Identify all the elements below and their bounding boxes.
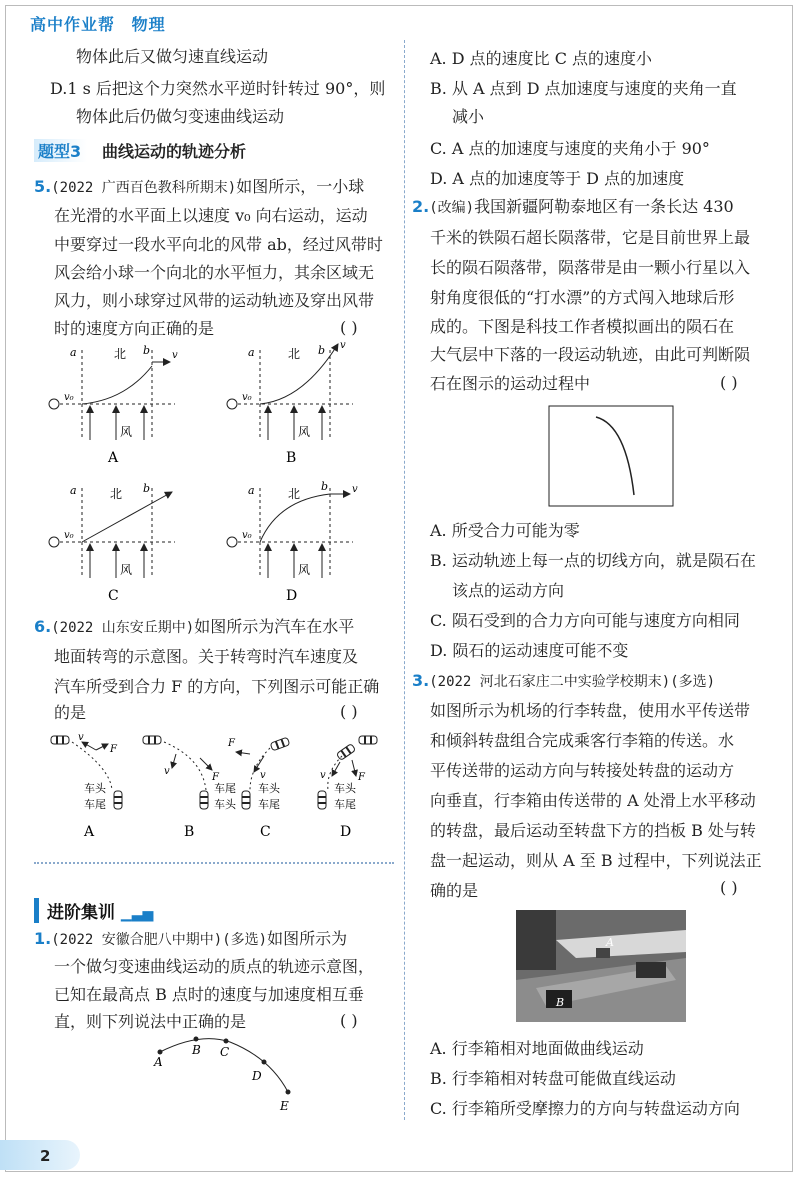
q2-option-b-cont: 该点的运动方向	[452, 581, 565, 600]
q5-option-b: B	[286, 450, 297, 466]
q3-number: 3.	[412, 671, 430, 690]
q2-line-4: 射角度很低的“打水漂”的方式闯入地球后形	[430, 288, 735, 307]
q3-option-a: A. 行李箱相对地面做曲线运动	[430, 1039, 644, 1058]
q5-diagram-c	[49, 482, 175, 604]
page-header	[30, 12, 176, 35]
q3-line-1: 如图所示为机场的行李转盘，使用水平传送带	[430, 701, 751, 720]
q5-line-6: 时的速度方向正确的是	[54, 319, 215, 338]
q1-line-3: 已知在最高点 B 点时的速度与加速度相互垂	[54, 985, 364, 1004]
q6a-F: F	[110, 744, 117, 755]
q6-diagram-c	[227, 737, 290, 840]
q5a-label-b: b	[143, 344, 151, 357]
q5-number: 5.	[34, 177, 52, 196]
q5d-label-v0: v₀	[242, 530, 252, 541]
r-q1-option-b-cont: 减小	[452, 107, 485, 126]
section-badge: 题型3	[34, 139, 87, 162]
meteorite-trajectory-diagram	[548, 405, 674, 507]
q3-answer-paren: ( )	[720, 878, 738, 897]
q5-answer-paren: ( )	[340, 318, 358, 337]
q1-line-1: 如图所示为	[267, 929, 348, 948]
q5d-label-a: a	[248, 484, 255, 497]
q5a-label-a: a	[70, 346, 77, 359]
q6-answer-paren: ( )	[340, 702, 358, 721]
q2-number: 2.	[412, 197, 430, 216]
q2-line-5: 成的。下图是科技工作者模拟画出的陨石在	[430, 317, 735, 336]
q3-line-2: 和倾斜转盘组合完成乘客行李箱的传送。水	[430, 731, 735, 750]
q2-option-a: A. 所受合力可能为零	[430, 521, 580, 540]
q5-source: (2022 广西百色教科所期末)	[51, 180, 237, 196]
photo-label-b: B	[556, 996, 565, 1009]
q5-diagram-a	[49, 344, 178, 466]
photo-label-a: A	[606, 936, 614, 949]
bar-chart-icon: ▁▃▅	[120, 906, 154, 922]
q5-option-c: C	[108, 588, 119, 604]
q5-diagram-b	[227, 340, 353, 466]
q6d-head: 车头	[334, 782, 356, 795]
q3-line-6: 盘一起运动，则从 A 至 B 过程中，下列说法正	[430, 851, 762, 870]
baggage-carousel-photo	[516, 910, 686, 1022]
q6d-F: F	[358, 772, 365, 783]
q5d-label-b: b	[321, 480, 329, 493]
q5-option-d: D	[286, 588, 298, 604]
q6-diagrams	[40, 728, 390, 846]
q3-option-b: B. 行李箱相对转盘可能做直线运动	[430, 1069, 676, 1088]
q1-line-2: 一个做匀变速曲线运动的质点的轨迹示意图，	[54, 957, 375, 976]
q6d-tail: 车尾	[334, 798, 356, 811]
q2-first-line	[412, 196, 734, 219]
q5a-label-v0: v₀	[64, 392, 74, 403]
q6-option-b: B	[184, 824, 195, 840]
q5d-label-north: 北	[288, 487, 301, 501]
label-c: C	[220, 1045, 230, 1059]
label-b: B	[192, 1043, 201, 1057]
r-q1-option-b: B. 从 A 点到 D 点加速度与速度的夹角一直	[430, 79, 737, 98]
q5c-label-wind: 风	[120, 563, 133, 577]
q5c-label-north: 北	[110, 487, 123, 501]
q6c-tail: 车尾	[258, 798, 280, 811]
q5-line-1: 如图所示，一小球	[236, 177, 365, 196]
prev-line-2: D.1 s 后把这个力突然水平逆时针转过 90°，则	[50, 79, 386, 98]
page-number: 2	[40, 1147, 51, 1165]
q2-option-c: C. 陨石受到的合力方向可能与速度方向相同	[430, 611, 740, 630]
q5-first-line	[34, 176, 364, 199]
subject-title: 物理	[131, 15, 166, 34]
q5d-label-wind: 风	[298, 563, 311, 577]
q6-first-line	[34, 616, 354, 639]
q6-diagram-b	[143, 736, 237, 840]
q1-number: 1.	[34, 929, 52, 948]
q5d-label-v: v	[352, 484, 358, 495]
point-d	[262, 1060, 267, 1065]
q6a-v: v	[78, 732, 84, 743]
q3-first-line	[412, 670, 715, 693]
q6a-tail: 车尾	[84, 798, 106, 811]
q1-line-4: 直，则下列说法中正确的是	[54, 1012, 247, 1031]
q2-source: (改编)	[429, 200, 475, 216]
q5-line-5: 风力，则小球穿过风带的运动轨迹及穿出风带	[54, 291, 375, 310]
r-q1-option-d: D. A 点的加速度等于 D 点的加速度	[430, 169, 685, 188]
q2-option-d: D. 陨石的运动速度可能不变	[430, 641, 629, 660]
q2-line-3: 长的陨石陨落带，陨落带是由一颗小行星以入	[430, 258, 751, 277]
q5-diagrams	[40, 340, 400, 610]
q6-diagram-d	[318, 736, 377, 840]
q5b-label-a: a	[248, 346, 255, 359]
q6c-head: 车头	[258, 782, 280, 795]
q6-source: (2022 山东安丘期中)	[51, 620, 195, 636]
q6-option-c: C	[260, 824, 271, 840]
q2-option-b: B. 运动轨迹上每一点的切线方向，就是陨石在	[430, 551, 756, 570]
q6-option-d: D	[340, 824, 352, 840]
q6b-v: v	[164, 766, 170, 777]
book-title: 高中作业帮	[30, 15, 116, 34]
q1-trajectory-diagram	[140, 1030, 320, 1115]
q3-line-4: 向垂直，行李箱由传送带的 A 处滑上水平移动	[430, 791, 756, 810]
q5b-label-wind: 风	[298, 425, 311, 439]
q5c-label-b: b	[143, 482, 151, 495]
q6b-tail: 车尾	[214, 782, 236, 795]
q5c-label-v0: v₀	[64, 530, 74, 541]
label-d: D	[252, 1069, 262, 1083]
q2-line-2: 千米的铁陨石超长陨落带，它是目前世界上最	[430, 228, 751, 247]
section-advanced-title	[34, 898, 153, 923]
q6c-F: F	[228, 738, 235, 749]
point-a	[158, 1050, 163, 1055]
q2-answer-paren: ( )	[720, 373, 738, 392]
q5b-label-v0: v₀	[242, 392, 252, 403]
q5a-label-wind: 风	[120, 425, 133, 439]
q3-line-5: 的转盘，最后运动至转盘下方的挡板 B 处与转	[430, 821, 756, 840]
q5b-label-north: 北	[288, 347, 301, 361]
q6-line-2: 地面转弯的示意图。关于转弯时汽车速度及	[54, 647, 359, 666]
section-divider	[34, 862, 394, 864]
label-a: A	[154, 1055, 163, 1069]
q6-line-1: 如图所示为汽车在水平	[194, 617, 355, 636]
q2-line-1: 我国新疆阿勒泰地区有一条长达 430	[474, 197, 734, 216]
q3-option-c: C. 行李箱所受摩擦力的方向与转盘运动方向	[430, 1099, 740, 1118]
q6a-head: 车头	[84, 782, 106, 795]
column-divider	[404, 40, 405, 1120]
q5b-label-b: b	[318, 344, 326, 357]
q6-line-4: 的是	[54, 703, 87, 722]
r-q1-option-c: C. A 点的加速度与速度的夹角小于 90°	[430, 139, 710, 158]
point-b	[194, 1037, 199, 1042]
q1-first-line	[34, 928, 347, 951]
q5a-label-v: v	[172, 350, 178, 361]
q6b-F: F	[212, 772, 219, 783]
q5-option-a: A	[108, 450, 119, 466]
q1-source: (2022 安徽合肥八中期中)(多选)	[51, 932, 268, 948]
q3-source: (2022 河北石家庄二中实验学校期末)(多选)	[429, 674, 716, 690]
prev-line-1: 物体此后又做匀速直线运动	[76, 47, 269, 66]
q6-number: 6.	[34, 617, 52, 636]
label-e: E	[280, 1099, 289, 1113]
q5c-label-a: a	[70, 484, 77, 497]
section-advanced-label: 进阶集训	[47, 903, 115, 923]
q2-line-6: 大气层中下落的一段运动轨迹，由此可判断陨	[430, 345, 751, 364]
q5-line-4: 风会给小球一个向北的水平恒力，其余区域无	[54, 263, 375, 282]
q3-line-3: 平传送带的运动方向与转接处转盘的运动方	[430, 761, 735, 780]
q5-line-2: 在光滑的水平面上以速度 v₀ 向右运动，运动	[54, 206, 368, 225]
q5-line-3: 中要穿过一段水平向北的风带 ab，经过风带时	[54, 235, 383, 254]
point-c	[224, 1039, 229, 1044]
q1-answer-paren: ( )	[340, 1011, 358, 1030]
r-q1-option-a: A. D 点的速度比 C 点的速度小	[430, 49, 653, 68]
q5a-label-north: 北	[114, 347, 127, 361]
q6d-v: v	[320, 770, 326, 781]
q6b-head: 车头	[214, 798, 236, 811]
q6-diagram-a	[51, 732, 122, 840]
q6-line-3: 汽车所受到合力 F 的方向，下列图示可能正确	[54, 677, 380, 696]
q6c-v: v	[260, 770, 266, 781]
q2-line-7: 石在图示的运动过程中	[430, 374, 591, 393]
q5-diagram-d	[227, 480, 358, 604]
section-title: 曲线运动的轨迹分析	[102, 142, 247, 161]
q3-line-7: 确的是	[430, 881, 479, 900]
point-e	[286, 1090, 291, 1095]
q6-option-a: A	[84, 824, 95, 840]
q5b-label-v: v	[340, 340, 346, 351]
prev-line-3: 物体此后仍做匀变速曲线运动	[76, 107, 285, 126]
